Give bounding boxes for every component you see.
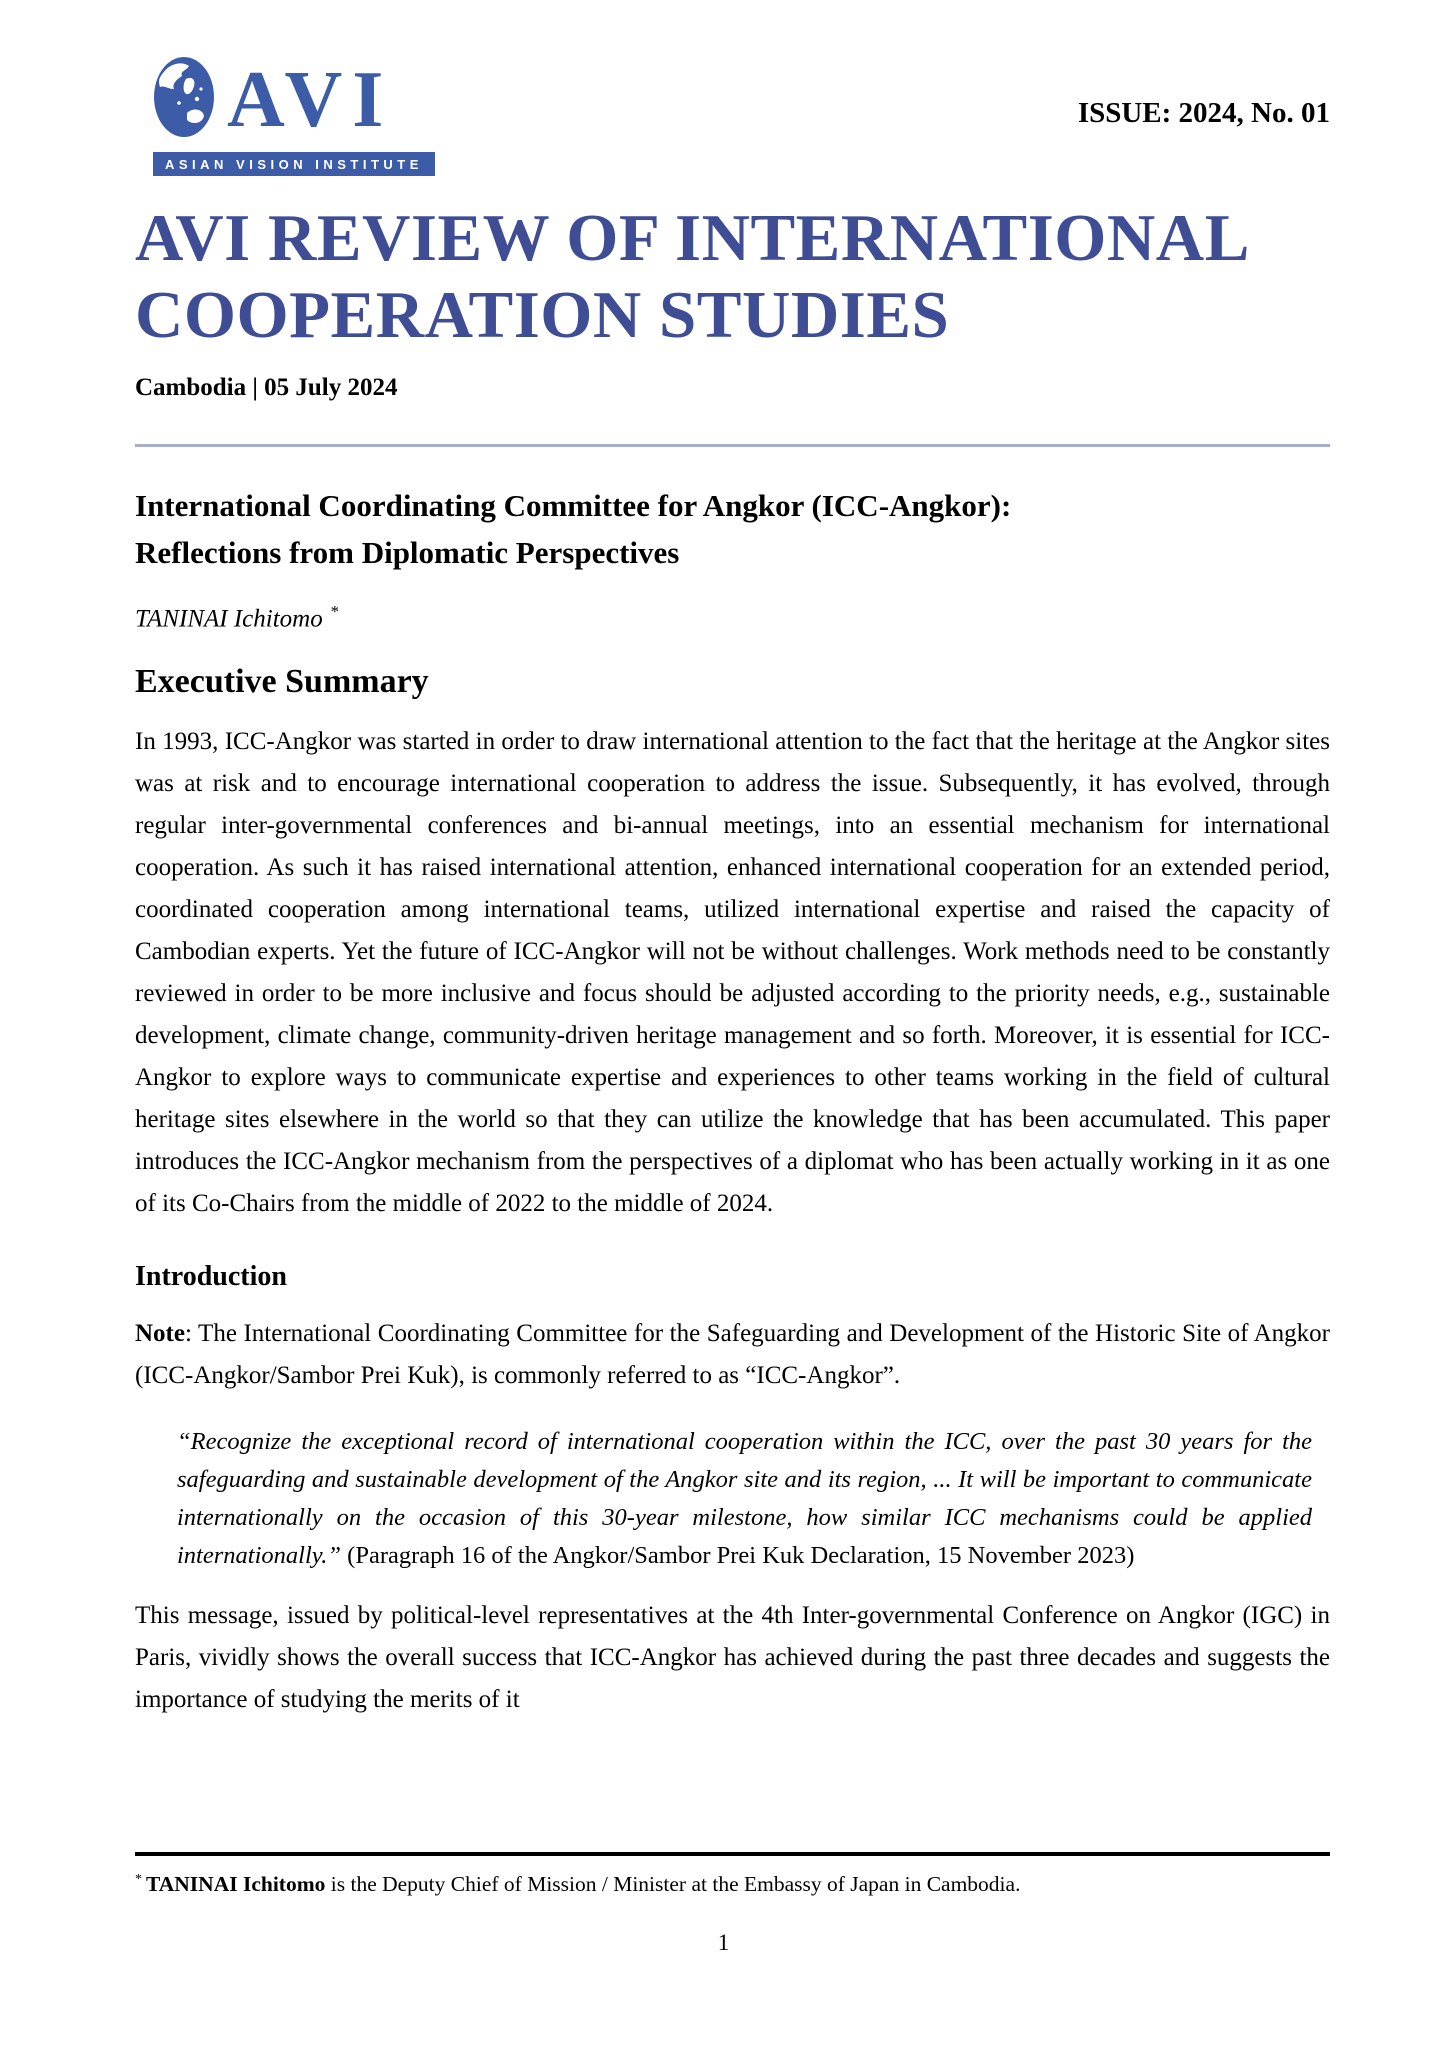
page-header — [135, 55, 1330, 176]
executive-summary-body: In 1993, ICC-Angkor was started in order to draw international attention to the fact that the heritage at the Angkor sites was at risk and to encourage international cooperation to address the issue. Subsequently, it has evolved, through regular inter-governmental conferences and bi-annual meetings, into an essential mechanism for international cooperation. As such it has raised international attention, enhanced international cooperation for an extended period, coordinated cooperation among international teams, utilized international expertise and raised the capacity of Cambodian experts. Yet the future of ICC-Angkor will not be without challenges. Work methods need to be constantly reviewed in order to be more inclusive and focus should be adjusted according to the priority needs, e.g., sustainable development, climate change, community-driven heritage management and so forth. Moreover, it is essential for ICC-Angkor to explore ways to communicate expertise and experiences to other teams working in the field of cultural heritage sites elsewhere in the world so that they can utilize the knowledge that has been accumulated. This paper introduces the ICC-Angkor mechanism from the perspectives of a diplomat who has been actually working in it as one of its Co-Chairs from the middle of 2022 to the middle of 2024. — [135, 728, 1330, 1218]
footnote-description: is the Deputy Chief of Mission / Minister at the Embassy of Japan in Cambodia. — [325, 1872, 1021, 1896]
article-title-line1: International Coordinating Committee for Angkor (ICC-Angkor): — [135, 488, 1012, 524]
author-line — [135, 602, 1330, 633]
logo-acronym: AVI — [227, 55, 394, 144]
dateline: Cambodia | 05 July 2024 — [135, 374, 398, 402]
author-footnote-mark: * — [329, 602, 339, 622]
page-number: 1 — [717, 1930, 730, 1955]
author-name: TANINAI Ichitomo — [135, 605, 323, 633]
footnote-rule — [135, 1852, 1330, 1856]
note-paragraph — [135, 1313, 1330, 1397]
quote-text: “Recognize the exceptional record of international cooperation within the ICC, over the past 30 years for the safeguarding and sustainable development of the Angkor site and its region, ... It will be important to communicate internationally on the occasion of this 30-year milestone, how similar ICC mechanisms could be applied internationally.” — [177, 1428, 1312, 1570]
executive-summary-heading: Executive Summary — [135, 663, 429, 701]
note-text: : The International Coordinating Committee for the Safeguarding and Development of the Historic Site of Angkor (ICC-Angkor/Sambor Prei Kuk), is commonly referred to as “ICC-Angkor”. — [135, 1320, 1330, 1390]
section-divider — [135, 444, 1330, 447]
article-title — [135, 483, 1330, 576]
avi-logo — [153, 55, 435, 176]
publication-title-line1: AVI REVIEW OF INTERNATIONAL — [135, 201, 1250, 275]
publication-title — [135, 200, 1330, 354]
avi-logo-top — [153, 55, 435, 144]
article-title-line2: Reflections from Diplomatic Perspectives — [135, 534, 680, 570]
footnote-area — [135, 1852, 1330, 1899]
introduction-paragraph: This message, issued by political-level representatives at the 4th Inter-governmental Conference on Angkor (IGC) in Paris, vividly shows the overall success that ICC-Angkor has achieved during the past three decades and suggests the importance of studying the merits of it — [135, 1602, 1330, 1714]
footnote-mark: * — [135, 1871, 142, 1887]
logo-banner: ASIAN VISION INSTITUTE — [153, 152, 435, 176]
introduction-heading: Introduction — [135, 1261, 287, 1293]
globe-icon — [153, 55, 215, 144]
footnote-author-name: TANINAI Ichitomo — [146, 1872, 326, 1896]
block-quote — [177, 1423, 1312, 1575]
note-label: Note — [135, 1320, 185, 1348]
quote-attribution: (Paragraph 16 of the Angkor/Sambor Prei Kuk Declaration, 15 November 2023) — [341, 1542, 1135, 1570]
footnote-text — [135, 1870, 1330, 1899]
publication-title-line2: COOPERATION STUDIES — [135, 278, 950, 353]
issue-number: ISSUE: 2024, No. 01 — [1077, 97, 1330, 129]
